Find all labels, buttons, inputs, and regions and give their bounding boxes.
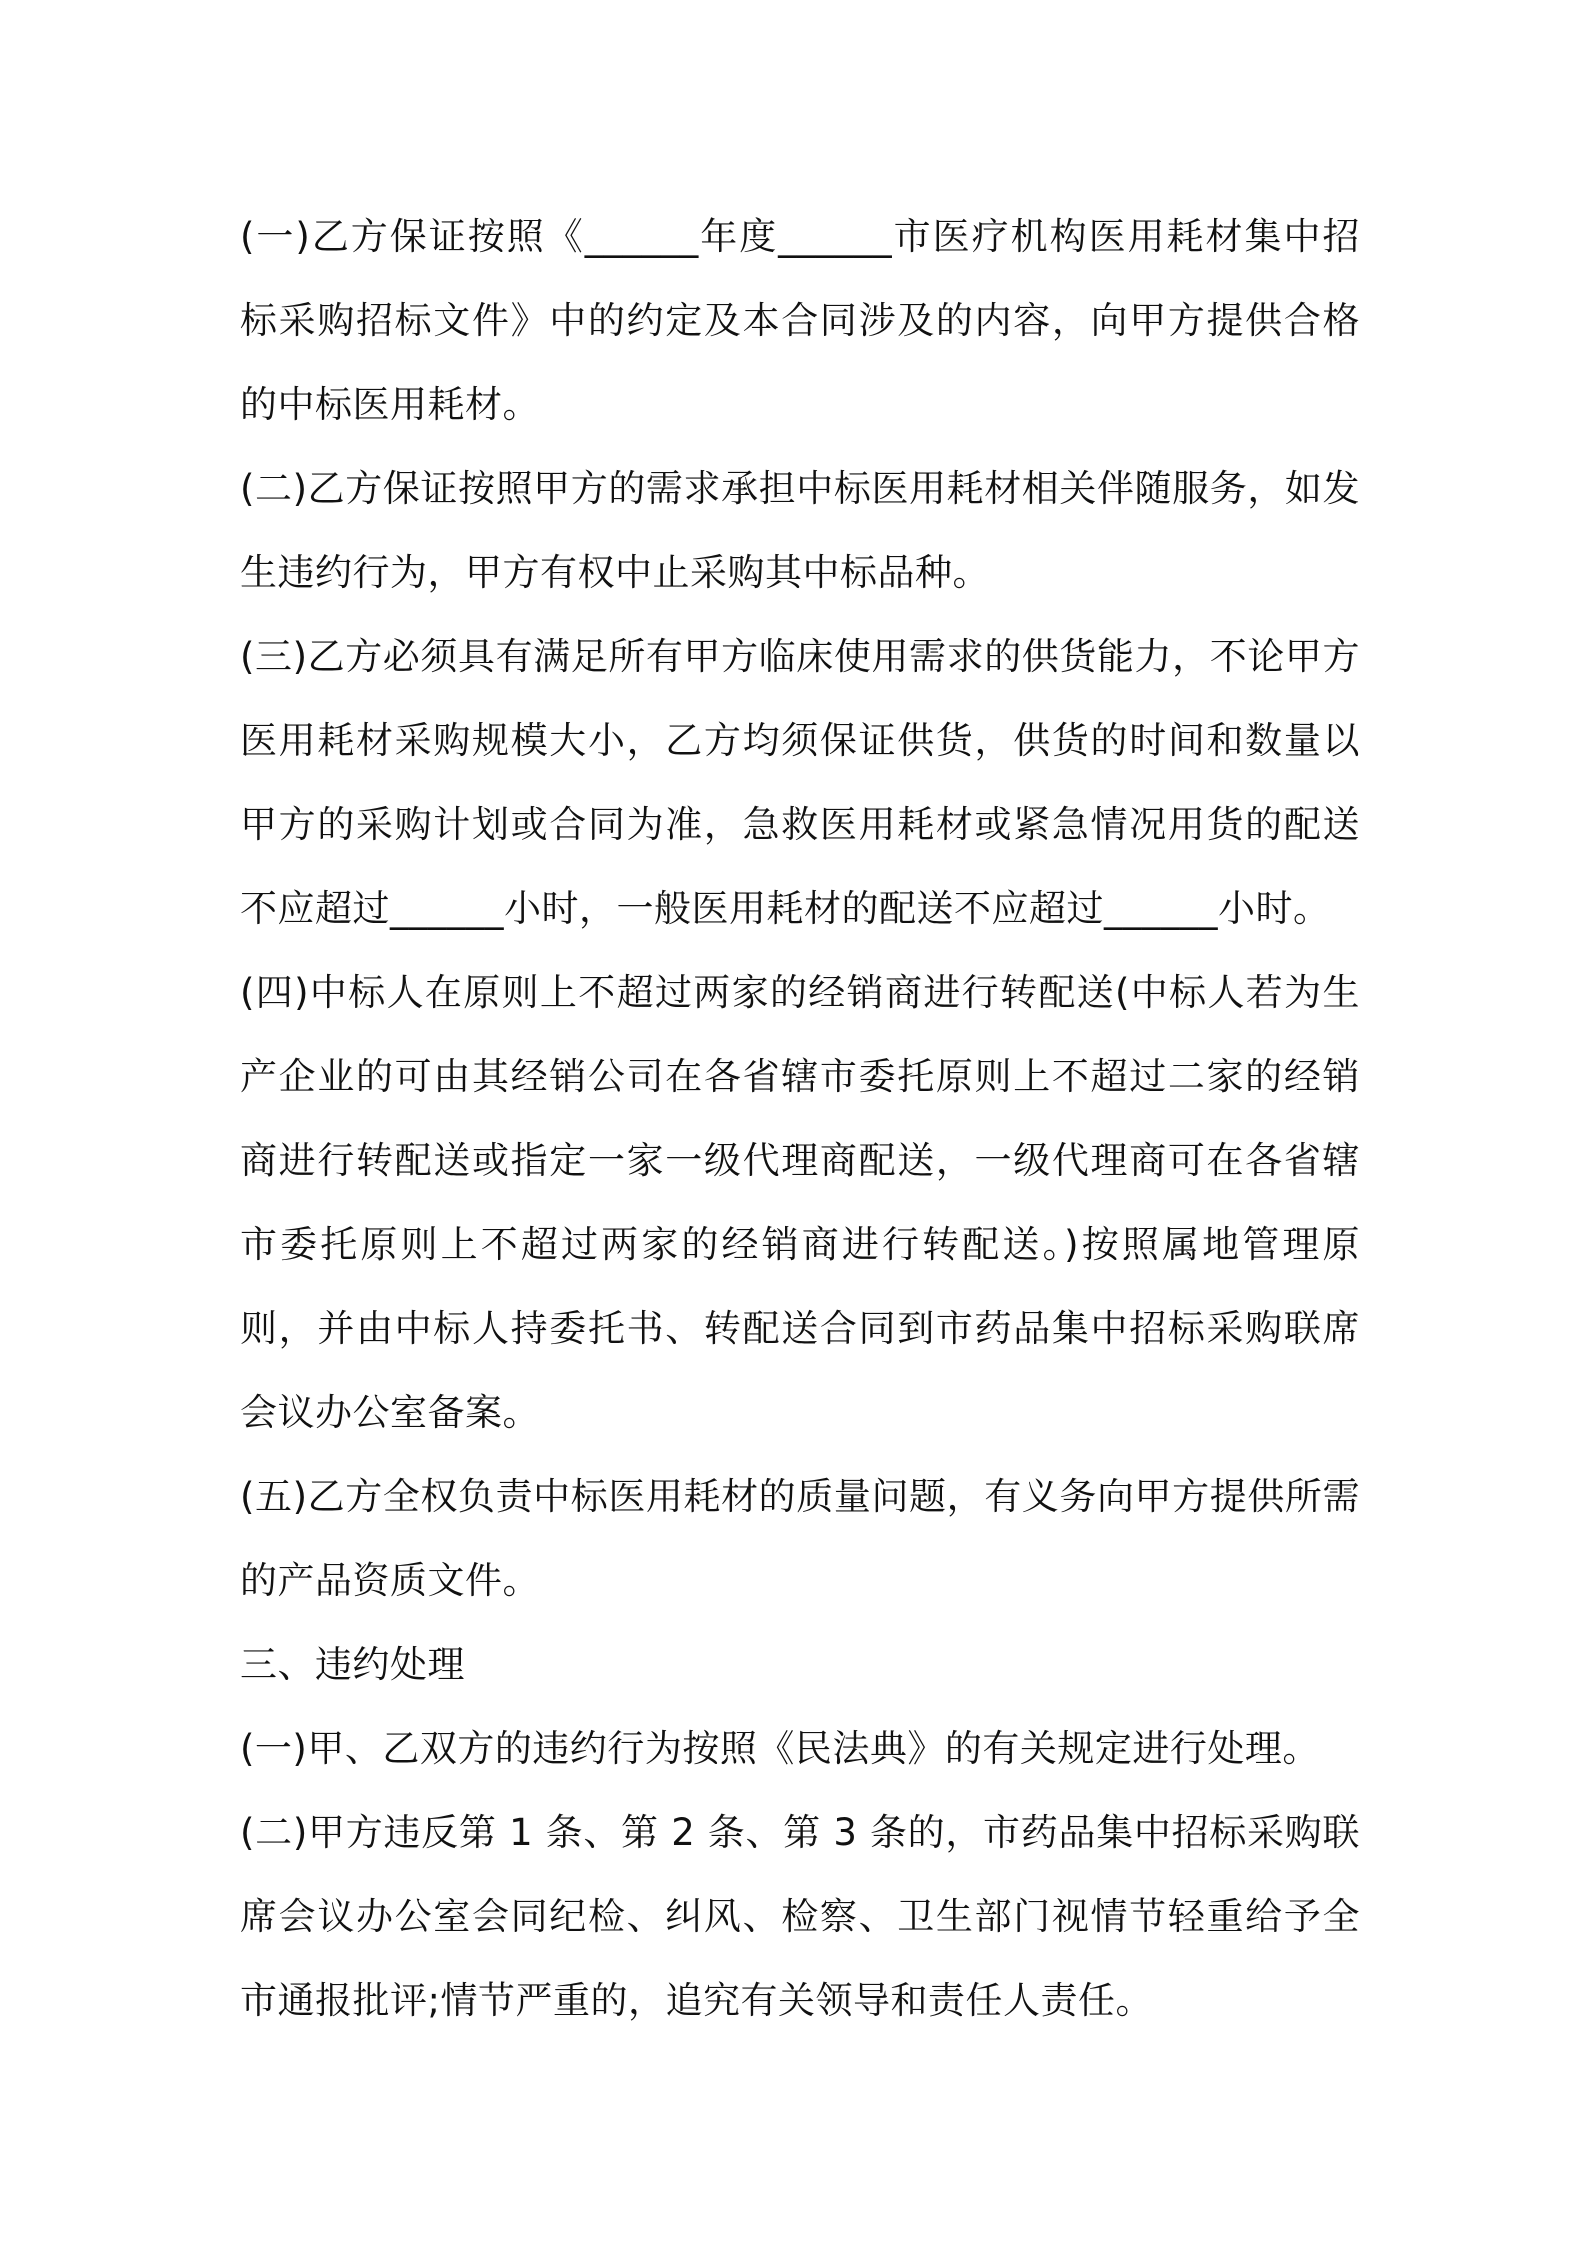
breach-paragraph-2: (二)甲方违反第 1 条、第 2 条、第 3 条的，市药品集中招标采购联席会议办公室会同纪检、纠风、检察、卫生部门视情节轻重给予全市通报批评;情节严重的，追究有关领导和责任人责任。: [240, 1811, 1360, 2022]
clause-paragraph-4: (四)中标人在原则上不超过两家的经销商进行转配送(中标人若为生产企业的可由其经销公司在各省辖市委托原则上不超过二家的经销商进行转配送或指定一家一级代理商配送，一级代理商可在各省辖市委托原则上不超过两家的经销商进行转配送。)按照属地管理原则，并由中标人持委托书、转配送合同到市药品集中招标采购联席会议办公室备案。: [240, 971, 1360, 1434]
clause-paragraph-1: (一)乙方保证按照《______年度______市医疗机构医用耗材集中招标采购招标文件》中的约定及本合同涉及的内容，向甲方提供合格的中标医用耗材。: [240, 215, 1360, 426]
breach-paragraph-1: (一)甲、乙双方的违约行为按照《民法典》的有关规定进行处理。: [240, 1727, 1320, 1770]
section-title: 三、违约处理: [240, 1643, 465, 1686]
clause-paragraph-5: (五)乙方全权负责中标医用耗材的质量问题，有义务向甲方提供所需的产品资质文件。: [240, 1475, 1360, 1602]
clause-paragraph-3: (三)乙方必须具有满足所有甲方临床使用需求的供货能力，不论甲方医用耗材采购规模大小，乙方均须保证供货，供货的时间和数量以甲方的采购计划或合同为准，急救医用耗材或紧急情况用货的配送不应超过______小时，一般医用耗材的配送不应超过______小时。: [240, 635, 1360, 930]
document-body: [240, 195, 1360, 2043]
clause-paragraph-2: (二)乙方保证按照甲方的需求承担中标医用耗材相关伴随服务，如发生违约行为，甲方有权中止采购其中标品种。: [240, 467, 1360, 594]
